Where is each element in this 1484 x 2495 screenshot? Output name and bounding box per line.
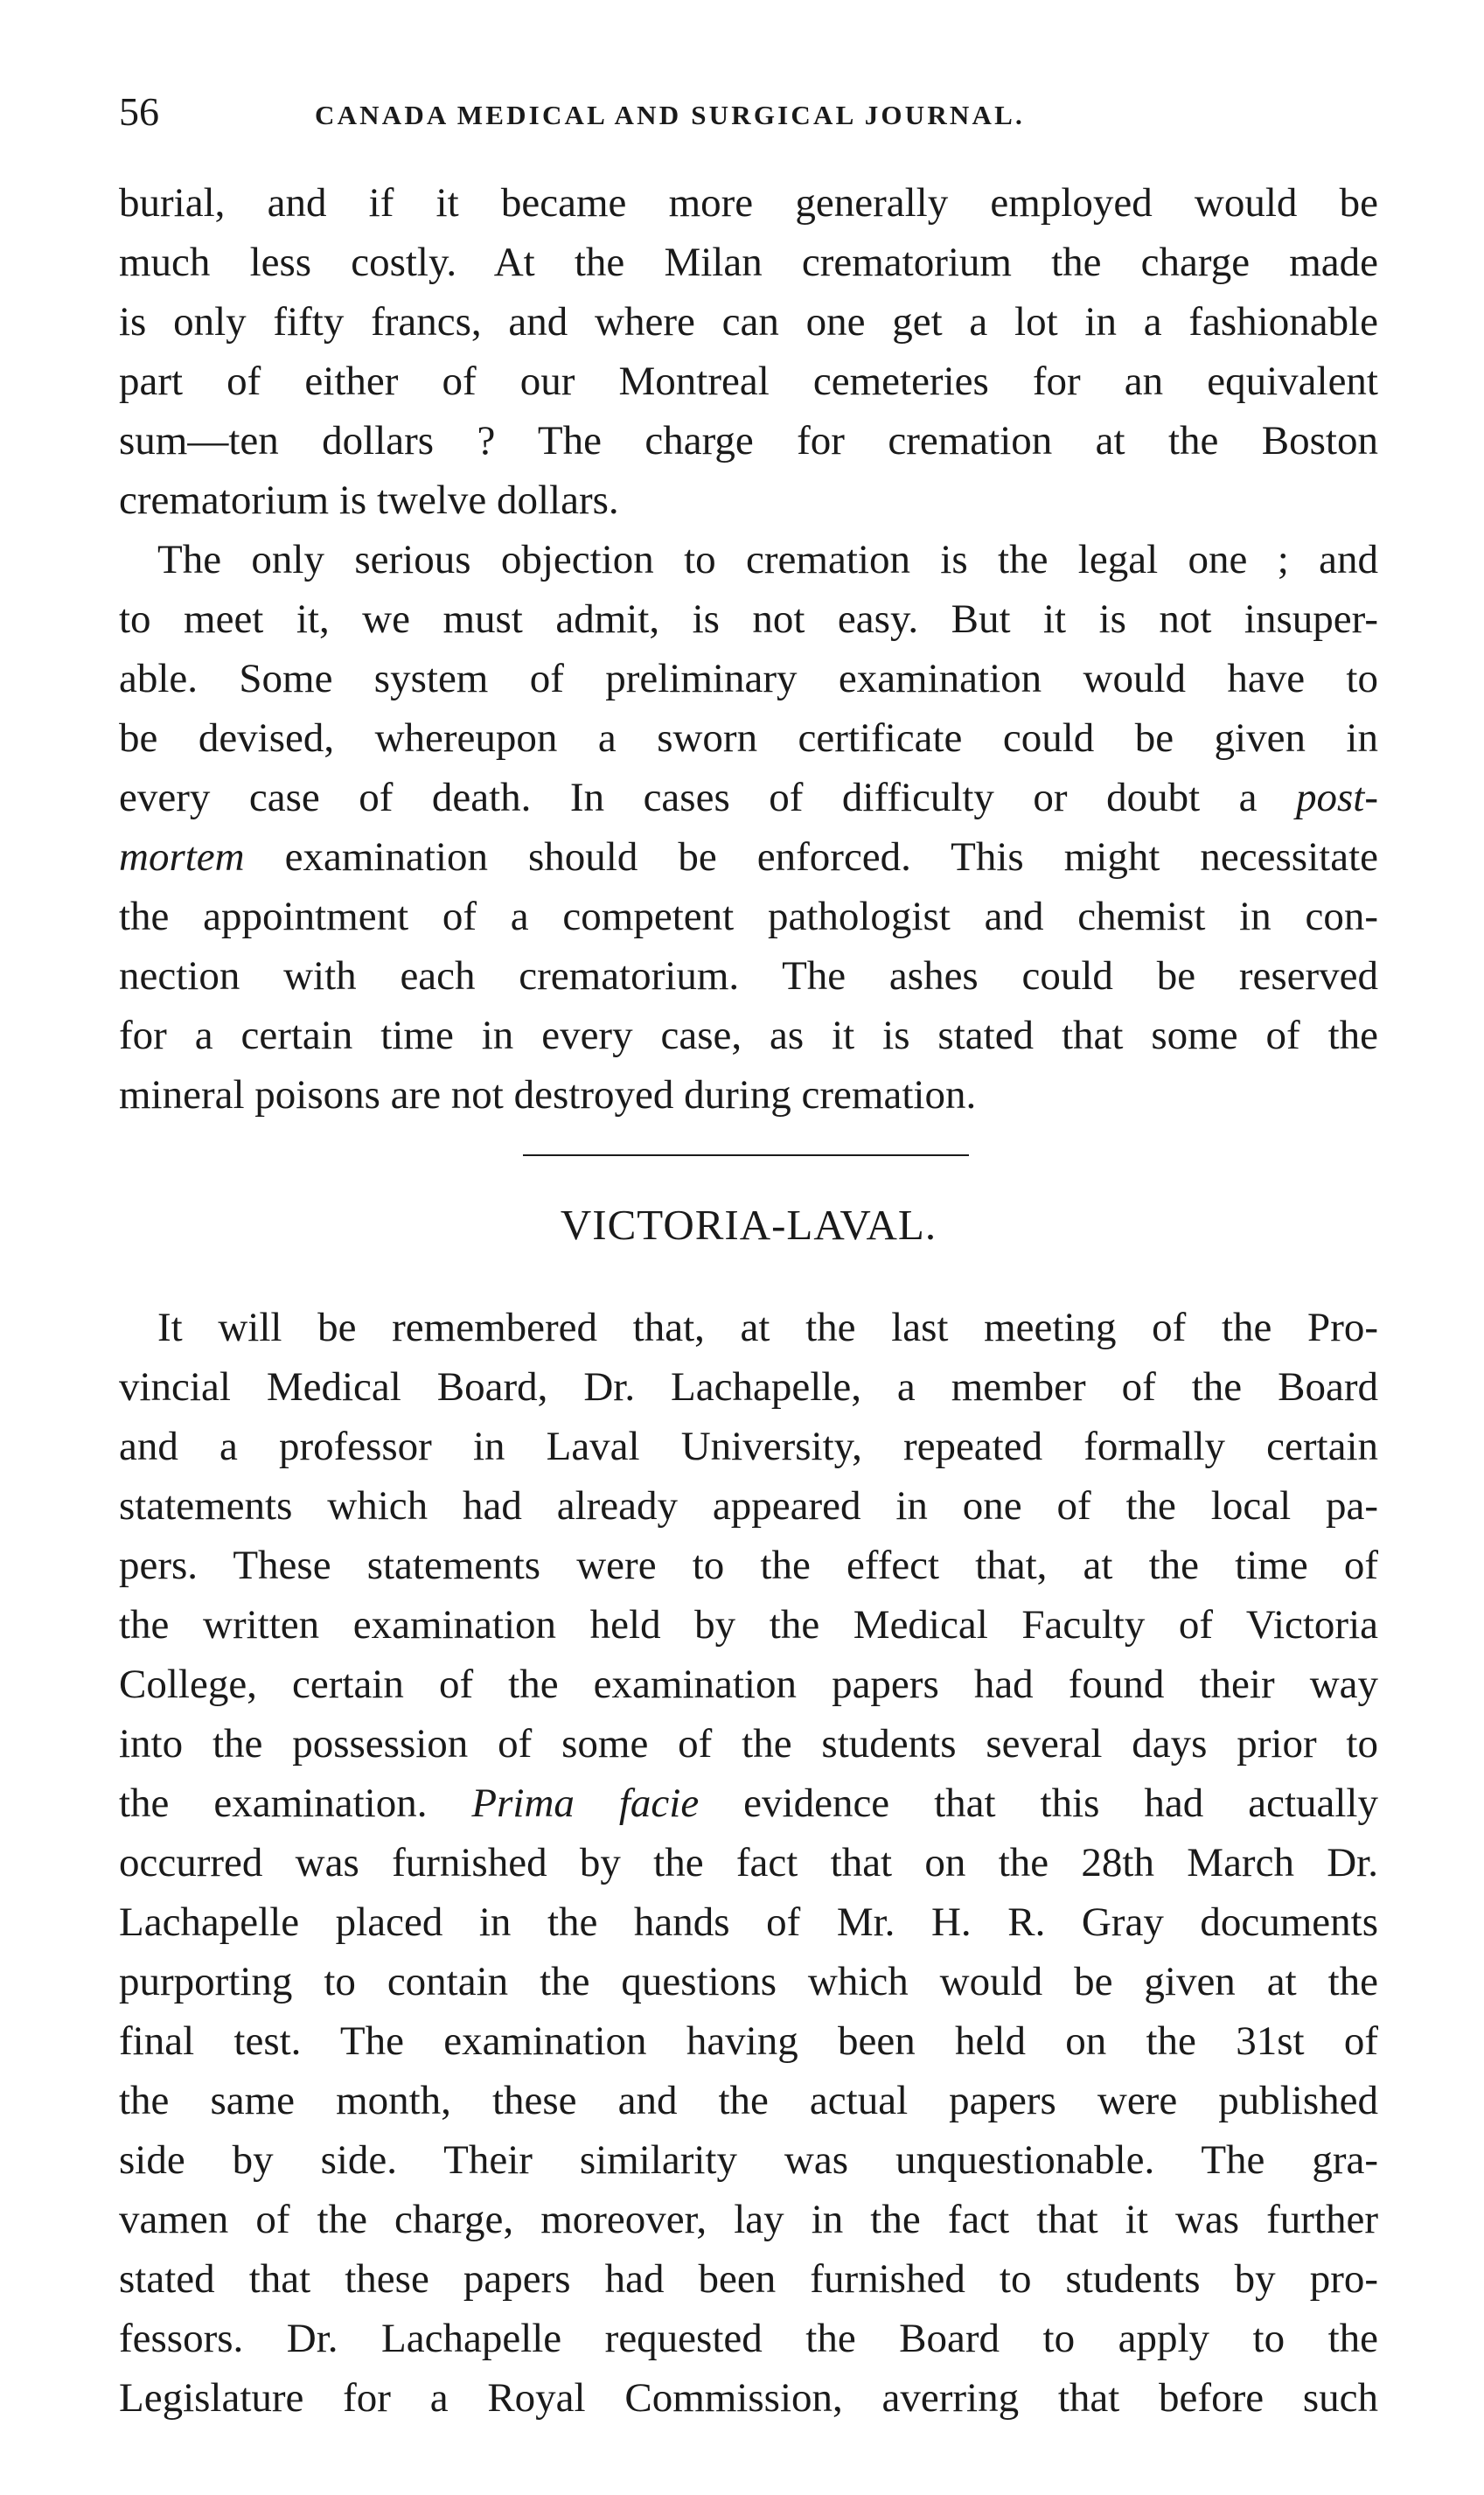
text-line: vincial Medical Board, Dr. Lachapelle, a member of the Board — [119, 1364, 1378, 1410]
text-line: stated that these papers had been furnished to students by pro- — [119, 2256, 1378, 2302]
paragraph-victoria-laval — [119, 1298, 1378, 2428]
text-line: into the possession of some of the students several days prior to — [119, 1721, 1378, 1767]
text-line: nection with each crematorium. The ashes could be reserved — [119, 953, 1378, 999]
text-line: be devised, whereupon a sworn certificate could be given in — [119, 715, 1378, 761]
text-line — [119, 768, 1378, 827]
text-line: pers. These statements were to the effect that, at the time of — [119, 1543, 1378, 1588]
text-line: vamen of the charge, moreover, lay in the fact that it was further — [119, 2197, 1378, 2242]
italic-term: mortem — [119, 834, 245, 880]
text-run: every case of death. In cases of difficulty or doubt a — [119, 775, 1296, 820]
text-run: evidence that this had actually — [699, 1781, 1378, 1826]
journal-title: CANADA MEDICAL AND SURGICAL JOURNAL. — [315, 100, 1025, 130]
text-line: for a certain time in every case, as it is stated that some of the — [119, 1013, 1378, 1058]
section-heading: VICTORIA-LAVAL. — [560, 1201, 937, 1249]
page-number: 56 — [119, 89, 159, 134]
italic-term: post- — [1296, 775, 1378, 820]
text-line: able. Some system of preliminary examination would have to — [119, 656, 1378, 701]
text-line: burial, and if it became more generally employed would be — [119, 180, 1378, 226]
text-line: Lachapelle placed in the hands of Mr. H. R. Gray documents — [119, 1899, 1378, 1945]
text-line — [119, 827, 1378, 887]
text-line: purporting to contain the questions which would be given at the — [119, 1959, 1378, 2004]
text-line: the written examination held by the Medical Faculty of Victoria — [119, 1602, 1378, 1648]
text-line: crematorium is twelve dollars. — [119, 477, 619, 523]
victoria-laval-text-block — [119, 1298, 1378, 2428]
italic-term: Prima facie — [471, 1781, 700, 1826]
section-divider — [523, 1154, 969, 1156]
text-line: occurred was furnished by the fact that on the 28th March Dr. — [119, 1840, 1378, 1885]
text-line: mineral poisons are not destroyed during cremation. — [119, 1072, 977, 1118]
text-line: is only fifty francs, and where can one get a lot in a fashionable — [119, 299, 1378, 345]
text-line: and a professor in Laval University, repeated formally certain — [119, 1424, 1378, 1469]
text-line: College, certain of the examination papers had found their way — [119, 1662, 1378, 1707]
paragraph-cremation-cost — [119, 173, 1378, 530]
text-line: Legislature for a Royal Commission, averring that before such — [119, 2375, 1378, 2421]
text-line: It will be remembered that, at the last meeting of the Pro- — [157, 1305, 1378, 1350]
paragraph-legal-objection — [119, 530, 1378, 1125]
text-line: sum—ten dollars ? The charge for cremation at the Boston — [119, 418, 1378, 463]
text-line: side by side. Their similarity was unquestionable. The gra- — [119, 2137, 1378, 2183]
text-line: the appointment of a competent pathologist and chemist in con- — [119, 894, 1378, 939]
text-line — [119, 1774, 1378, 1833]
text-line: The only serious objection to cremation is the legal one ; and — [157, 537, 1378, 582]
text-line: part of either of our Montreal cemeteries for an equivalent — [119, 359, 1378, 404]
text-line: the same month, these and the actual papers were published — [119, 2078, 1378, 2123]
text-run: the examination. — [119, 1781, 472, 1826]
text-line: to meet it, we must admit, is not easy. But it is not insuper- — [119, 596, 1378, 642]
cremation-text-block — [119, 173, 1378, 1125]
text-line: statements which had already appeared in one of the local pa- — [119, 1483, 1378, 1529]
text-run: examination should be enforced. This might necessitate — [244, 834, 1378, 880]
text-line: fessors. Dr. Lachapelle requested the Board to apply to the — [119, 2316, 1378, 2361]
text-line: final test. The examination having been held on the 31st of — [119, 2018, 1378, 2064]
text-line: much less costly. At the Milan crematorium the charge made — [119, 240, 1378, 285]
running-head — [119, 86, 1378, 138]
